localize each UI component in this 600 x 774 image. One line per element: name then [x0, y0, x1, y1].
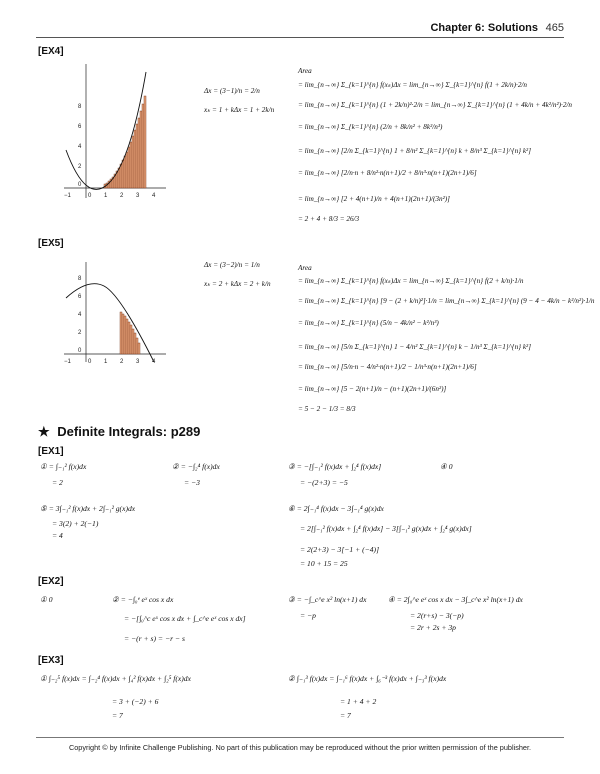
ex4-xtick-1: 1 [104, 193, 108, 199]
chapter-title: Chapter 6: Solutions [430, 22, 538, 34]
ex5-xtick-0: 0 [88, 359, 92, 365]
ex4-xk: xₖ = 1 + kΔx = 1 + 2k/n [204, 106, 275, 114]
dex3-p2-line1: ② ∫₋₁³ f(x)dx = ∫₋₁⁶ f(x)dx + ∫₆⁻³ f(x)dx + ∫₋₃³ f(x)dx [288, 674, 447, 683]
ex5-area-label: Area [298, 264, 312, 272]
ex5-step-1: = lim_{n→∞} Σ_{k=1}^{n} f(xₖ)Δx = lim_{n→∞} Σ_{k=1}^{n} f(2 + k/n)·1/n [298, 277, 524, 285]
ex4-step-5: = lim_{n→∞} [2/n·n + 8/n²·n(n+1)/2 + 8/n³·n(n+1)(2n+1)/6] [298, 169, 477, 177]
ex4-step-6: = lim_{n→∞} [2 + 4(n+1)/n + 4(n+1)(2n+1)/(3n²)] [298, 195, 450, 203]
ex4-label: [EX4] [38, 46, 64, 57]
ex4-xtick-2: 2 [120, 193, 124, 199]
ex5-ytick-2: 2 [78, 330, 82, 336]
ex5-ytick-6: 6 [78, 294, 82, 300]
dex1-p2-line1: ② = −∫₂⁴ f(x)dx [172, 462, 220, 471]
dex1-p5-line3: = 4 [52, 531, 63, 540]
dex1-p3-line2: = −(2+3) = −5 [300, 478, 348, 487]
dex2-p1: ① 0 [40, 595, 53, 604]
ex5-xk: xₖ = 2 + kΔx = 2 + k/n [204, 280, 271, 288]
ex4-step-3: = lim_{n→∞} Σ_{k=1}^{n} (2/n + 8k/n² + 8k²/n³) [298, 123, 443, 131]
header-rule [36, 37, 564, 38]
ex4-ytick-2: 2 [78, 164, 82, 170]
section-title [38, 424, 200, 440]
dex1-p2-line2: = −3 [184, 478, 200, 487]
ex4-xtick-m1: −1 [64, 193, 71, 199]
ex5-graph [58, 258, 168, 368]
dex1-p1-line2: = 2 [52, 478, 63, 487]
ex4-ytick-6: 6 [78, 124, 82, 130]
ex5-xtick-4: 4 [152, 359, 156, 365]
dex2-label: [EX2] [38, 576, 64, 587]
ex4-ytick-4: 4 [78, 144, 82, 150]
dex2-p3-line1: ③ = −∫_c^e x² ln(x+1) dx [288, 595, 367, 604]
dex1-p6-line4: = 10 + 15 = 25 [300, 559, 348, 568]
ex4-step-2: = lim_{n→∞} Σ_{k=1}^{n} (1 + 2k/n)²·2/n = lim_{n→∞} Σ_{k=1}^{n} (1 + 4k/n + 4k²/n²)·2/n [298, 101, 573, 109]
ex4-delta-x: Δx = (3−1)/n = 2/n [204, 87, 260, 95]
ex5-ytick-0: 0 [78, 348, 82, 354]
dex2-p2-line2: = −[∫₀^c eˣ cos x dx + ∫_c^e eˣ cos x dx] [124, 614, 246, 623]
dex1-p6-line3: = 2(2+3) − 3[−1 + (−4)] [300, 545, 380, 554]
ex5-ytick-4: 4 [78, 312, 82, 318]
ex4-step-4: = lim_{n→∞} [2/n Σ_{k=1}^{n} 1 + 8/n² Σ_{k=1}^{n} k + 8/n³ Σ_{k=1}^{n} k²] [298, 147, 531, 155]
dex1-label: [EX1] [38, 446, 64, 457]
dex2-p2-line1: ② = −∫₀ᵉ eˣ cos x dx [112, 595, 174, 604]
footer-rule [36, 737, 564, 738]
ex5-result: = 5 − 2 − 1/3 = 8/3 [298, 405, 356, 413]
ex5-step-6: = lim_{n→∞} [5 − 2(n+1)/n − (n+1)(2n+1)/(6n²)] [298, 385, 447, 393]
ex4-graph [58, 58, 168, 208]
copyright-footer: Copyright © by Infinite Challenge Publishing. No part of this publication may be reproduced without the prior written permission of the publisher. [68, 743, 532, 752]
ex4-xtick-3: 3 [136, 193, 140, 199]
ex4-area-label: Area [298, 67, 312, 75]
ex4-xtick-0: 0 [88, 193, 92, 199]
ex5-delta-x: Δx = (3−2)/n = 1/n [204, 261, 260, 269]
dex2-p3-line2: = −p [300, 611, 316, 620]
dex3-p2-line3: = 7 [340, 711, 351, 720]
dex1-p3-line1: ③ = −[∫₋₁² f(x)dx + ∫₂⁴ f(x)dx] [288, 462, 382, 471]
ex4-ytick-0: 0 [78, 182, 82, 188]
dex1-p4: ④ 0 [440, 462, 453, 471]
dex2-p4-line2: = 2(r+s) − 3(−p) [410, 611, 464, 620]
dex1-p5-line1: ⑤ = 3∫₋₁² f(x)dx + 2∫₋₁² g(x)dx [40, 504, 136, 513]
dex2-p4-line3: = 2r + 2s + 3p [410, 623, 456, 632]
dex2-p2-line3: = −(r + s) = −r − s [124, 634, 185, 643]
ex5-step-4: = lim_{n→∞} [5/n Σ_{k=1}^{n} 1 − 4/n² Σ_{k=1}^{n} k − 1/n³ Σ_{k=1}^{n} k²] [298, 343, 531, 351]
ex5-xtick-m1: −1 [64, 359, 71, 365]
ex5-ytick-8: 8 [78, 276, 82, 282]
dex2-p4-line1: ④ = 2∫₀^e eˣ cos x dx − 3∫_c^e x² ln(x+1) dx [388, 595, 523, 604]
section-title-text: Definite Integrals: p289 [57, 424, 201, 439]
dex1-p5-line2: = 3(2) + 2(−1) [52, 519, 99, 528]
dex1-p6-line1: ⑥ = 2∫₋₁⁴ f(x)dx − 3∫₋₁⁴ g(x)dx [288, 504, 384, 513]
ex5-label: [EX5] [38, 238, 64, 249]
ex4-ytick-8: 8 [78, 104, 82, 110]
dex3-p1-line1: ① ∫₋₂⁵ f(x)dx = ∫₋₂⁴ f(x)dx + ∫₄² f(x)dx + ∫₂⁵ f(x)dx [40, 674, 191, 683]
ex4-xtick-4: 4 [152, 193, 156, 199]
star-icon: ★ [38, 424, 50, 439]
ex5-step-3: = lim_{n→∞} Σ_{k=1}^{n} (5/n − 4k/n² − k²/n³) [298, 319, 439, 327]
dex3-p2-line2: = 1 + 4 + 2 [340, 697, 377, 706]
dex3-p1-line3: = 7 [112, 711, 123, 720]
dex3-p1-line2: = 3 + (−2) + 6 [112, 697, 159, 706]
dex3-label: [EX3] [38, 655, 64, 666]
ex5-xtick-2: 2 [120, 359, 124, 365]
ex5-step-5: = lim_{n→∞} [5/n·n − 4/n²·n(n+1)/2 − 1/n³·n(n+1)(2n+1)/6] [298, 363, 477, 371]
ex4-result: = 2 + 4 + 8/3 = 26/3 [298, 215, 360, 223]
dex1-p1-line1: ① = ∫₋₁² f(x)dx [40, 462, 87, 471]
page-number: 465 [545, 22, 564, 34]
ex5-step-2: = lim_{n→∞} Σ_{k=1}^{n} [9 − (2 + k/n)²]·1/n = lim_{n→∞} Σ_{k=1}^{n} (9 − 4 − 4k/n − k²/n²)·1/n [298, 297, 595, 305]
ex5-xtick-1: 1 [104, 359, 108, 365]
ex5-xtick-3: 3 [136, 359, 140, 365]
dex1-p6-line2: = 2[∫₋₁² f(x)dx + ∫₂⁴ f(x)dx] − 3[∫₋₁² g(x)dx + ∫₂⁴ g(x)dx] [300, 524, 472, 533]
ex4-step-1: = lim_{n→∞} Σ_{k=1}^{n} f(xₖ)Δx = lim_{n→∞} Σ_{k=1}^{n} f(1 + 2k/n)·2/n [298, 81, 528, 89]
